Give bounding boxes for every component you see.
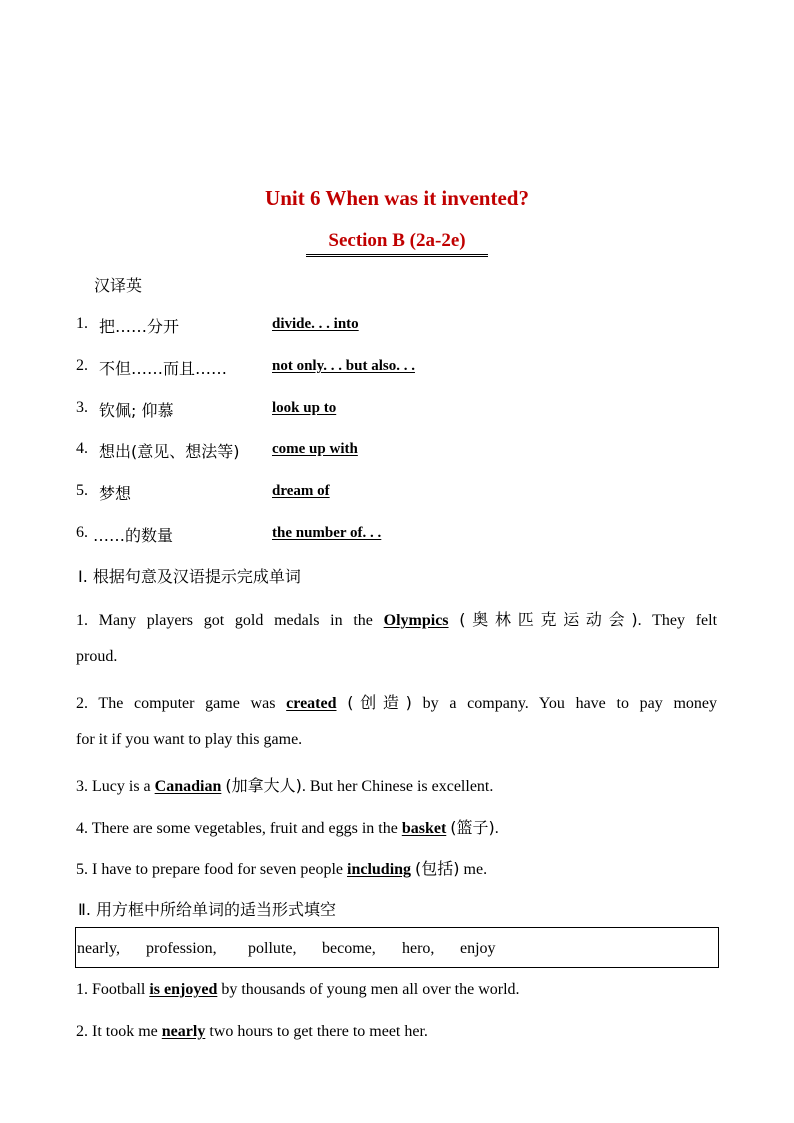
part1-q5-hint: (包括) [415, 859, 460, 878]
word-box-item-3: pollute, [248, 940, 297, 957]
vocab-cn-2: 不但……而且…… [99, 359, 228, 378]
part1-q1-line2: proud. [76, 648, 118, 665]
vocab-cn-5: 梦想 [99, 484, 132, 503]
part2-q1-text-b: by thousands of young men all over the world. [221, 981, 520, 998]
vocab-num-5: 5. [76, 482, 88, 499]
part2-q2 [76, 1023, 428, 1041]
part2-q1 [76, 981, 520, 999]
section-subtitle: Section B (2a-2e) [306, 230, 487, 257]
part2-q1-text-a: 1. Football [76, 981, 146, 998]
part1-q2-text-a: 2. The computer game was [76, 695, 276, 712]
word-box-item-4: become, [322, 940, 376, 957]
vocab-num-3: 3. [76, 399, 88, 416]
word-box-item-6: enjoy [460, 940, 496, 957]
part2-q2-text-a: 2. It took me [76, 1023, 158, 1040]
part1-q5-text-b: me. [463, 861, 488, 878]
part1-q4-hint: (篮子) [450, 818, 495, 837]
part1-q2-answer: created [286, 695, 337, 712]
part1-q5-text-a: 5. I have to prepare food for seven people [76, 861, 343, 878]
part1-q2-line2: for it if you want to play this game. [76, 731, 303, 748]
part1-q4 [76, 815, 499, 838]
vocab-num-1: 1. [76, 315, 88, 332]
part1-q1-text-a: 1. Many players got gold medals in the [76, 612, 373, 629]
part1-q3 [76, 773, 493, 796]
part1-q1-line1 [76, 607, 717, 630]
part1-q4-text-a: 4. There are some vegetables, fruit and eggs in the [76, 820, 398, 837]
vocab-en-1: divide. . . into [272, 316, 359, 332]
part2-q2-text-b: two hours to get there to meet her. [209, 1023, 428, 1040]
part1-q5 [76, 856, 487, 879]
part1-q2-hint: (创造) [347, 693, 412, 712]
word-box-item-2: profession, [146, 940, 217, 957]
vocab-heading: 汉译英 [94, 276, 143, 295]
part2-q2-answer: nearly [161, 1023, 206, 1040]
part1-q5-answer: including [347, 861, 412, 878]
vocab-cn-1: 把……分开 [99, 317, 180, 336]
part1-q3-text-b: . But her Chinese is excellent. [301, 778, 494, 795]
vocab-en-6: the number of. . . [272, 525, 382, 541]
part1-q2-line1 [76, 690, 717, 713]
vocab-cn-3: 钦佩; 仰慕 [99, 401, 174, 420]
page-title: Unit 6 When was it invented? [265, 186, 529, 210]
vocab-num-4: 4. [76, 440, 88, 457]
vocab-cn-4: 想出(意见、想法等) [99, 442, 240, 461]
vocab-num-2: 2. [76, 357, 88, 374]
vocab-cn-6: ……的数量 [93, 526, 174, 545]
part1-q1-hint: (奥林匹克运动会) [459, 610, 638, 629]
part2-heading: Ⅱ. 用方框中所给单词的适当形式填空 [78, 900, 337, 919]
section-subtitle-wrap [0, 230, 794, 257]
part1-q3-hint: (加拿大人) [225, 776, 302, 795]
part1-q3-text-a: 3. Lucy is a [76, 778, 151, 795]
part1-q1-text-b: . They felt [637, 612, 718, 629]
vocab-en-2: not only. . . but also. . . [272, 358, 415, 374]
vocab-en-3: look up to [272, 400, 337, 416]
part1-q4-answer: basket [401, 820, 447, 837]
word-box [75, 927, 719, 968]
word-box-item-5: hero, [402, 940, 435, 957]
vocab-en-5: dream of [272, 483, 330, 499]
word-box-item-1: nearly, [77, 940, 120, 957]
part1-q1-answer: Olympics [383, 612, 449, 629]
part1-heading: Ⅰ. 根据句意及汉语提示完成单词 [78, 567, 301, 586]
part1-q4-text-b: . [494, 820, 499, 837]
part1-q3-answer: Canadian [154, 778, 222, 795]
vocab-en-4: come up with [272, 441, 358, 457]
part1-q2-text-b: by a company. You have to pay money [422, 695, 718, 712]
part2-q1-answer: is enjoyed [149, 981, 218, 998]
vocab-num-6: 6. [76, 524, 88, 541]
